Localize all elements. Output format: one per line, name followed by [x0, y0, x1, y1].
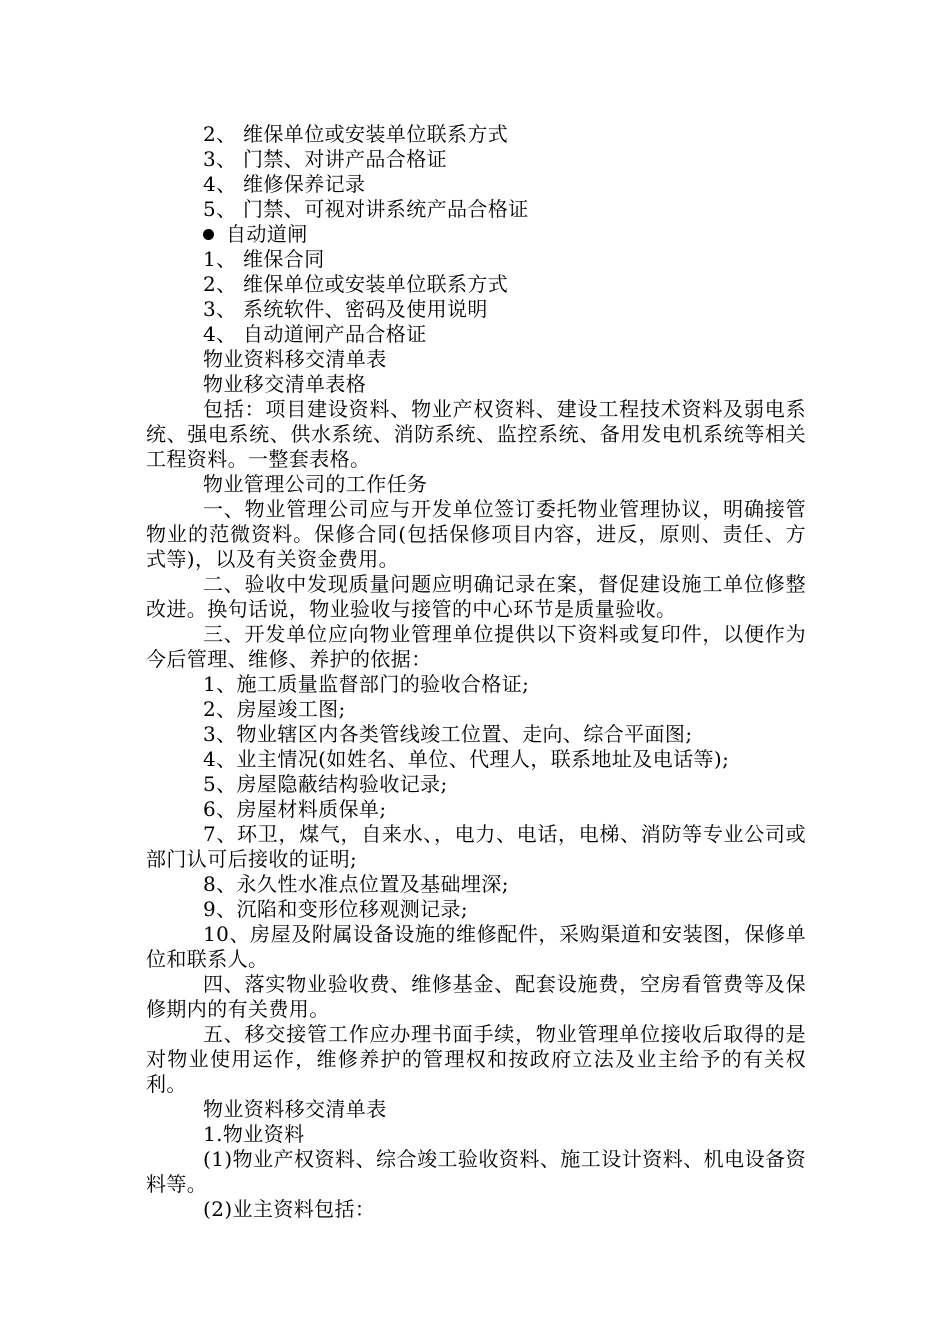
paragraph: (2)业主资料包括： — [203, 1197, 376, 1221]
list-text: 维保合同 — [243, 247, 325, 271]
numbered-item: 3、物业辖区内各类管线竣工位置、走向、综合平面图; — [203, 722, 693, 746]
list-number: 3、 — [203, 297, 237, 321]
list-item — [146, 197, 806, 222]
list-text: 维保单位或安装单位联系方式 — [243, 122, 509, 146]
list-text: 维修保养记录 — [243, 172, 366, 196]
numbered-item: 8、永久性水准点位置及基础埋深; — [203, 872, 509, 896]
section-heading: 物业资料移交清单表 — [203, 347, 387, 371]
list-item — [146, 247, 806, 272]
list-number: 5、 — [203, 197, 237, 221]
list-number: 2、 — [203, 122, 237, 146]
list-number: 2、 — [203, 272, 237, 296]
list-item — [146, 322, 806, 347]
paragraph: 包括：项目建设资料、物业产权资料、建设工程技术资料及弱电系统、强电系统、供水系统、消防系统、监控系统、备用发电机系统等相关工程资料。一整套表格。 — [146, 397, 806, 471]
document-page — [146, 122, 806, 1222]
list-item — [146, 297, 806, 322]
list-text: 门禁、对讲产品合格证 — [243, 147, 447, 171]
paragraph: (1)物业产权资料、综合竣工验收资料、施工设计资料、机电设备资料等。 — [146, 1147, 806, 1196]
list-number: 4、 — [203, 172, 237, 196]
bullet-heading — [146, 222, 806, 247]
bullet-dot-icon — [203, 229, 214, 240]
list-number: 4、 — [203, 322, 237, 346]
section-heading: 物业资料移交清单表 — [203, 1097, 387, 1121]
numbered-item: 4、业主情况(如姓名、单位、代理人，联系地址及电话等); — [203, 747, 730, 771]
paragraph: 一、物业管理公司应与开发单位签订委托物业管理协议，明确接管物业的范微资料。保修合同(包括保修项目内容，进反，原则、责任、方式等)，以及有关资金费用。 — [146, 497, 806, 571]
section-heading: 物业管理公司的工作任务 — [203, 472, 428, 496]
numbered-item: 5、房屋隐蔽结构验收记录; — [203, 772, 448, 796]
list-text: 系统软件、密码及使用说明 — [243, 297, 488, 321]
paragraph: 二、验收中发现质量问题应明确记录在案，督促建设施工单位修整改进。换句话说，物业验收与接管的中心环节是质量验收。 — [146, 572, 806, 621]
paragraph: 五、移交接管工作应办理书面手续，物业管理单位接收后取得的是对物业使用运作，维修养护的管理权和按政府立法及业主给予的有关权利。 — [146, 1022, 806, 1096]
section-heading: 物业移交清单表格 — [203, 372, 367, 396]
list-item — [146, 122, 806, 147]
numbered-item: 2、房屋竣工图; — [203, 697, 346, 721]
list-text: 自动道闸产品合格证 — [243, 322, 427, 346]
numbered-item: 10、房屋及附属设备设施的维修配件，采购渠道和安装图，保修单位和联系人。 — [146, 922, 806, 971]
list-number: 1、 — [203, 247, 237, 271]
list-item — [146, 172, 806, 197]
numbered-item: 7、环卫，煤气，自来水、，电力、电话，电梯、消防等专业公司或部门认可后接收的证明; — [146, 822, 806, 871]
numbered-item: 9、沉陷和变形位移观测记录; — [203, 897, 469, 921]
list-item — [146, 147, 806, 172]
numbered-item: 1、施工质量监督部门的验收合格证; — [203, 672, 530, 696]
bullet-heading-text: 自动道闸 — [226, 222, 308, 246]
list-number: 3、 — [203, 147, 237, 171]
list-item — [146, 272, 806, 297]
list-text: 维保单位或安装单位联系方式 — [243, 272, 509, 296]
paragraph: 四、落实物业验收费、维修基金、配套设施费，空房看管费等及保修期内的有关费用。 — [146, 972, 806, 1021]
paragraph: 三、开发单位应向物业管理单位提供以下资料或复印件，以便作为今后管理、维修、养护的依据： — [146, 622, 806, 671]
section-heading: 1.物业资料 — [203, 1122, 305, 1146]
numbered-item: 6、房屋材料质保单; — [203, 797, 387, 821]
list-text: 门禁、可视对讲系统产品合格证 — [243, 197, 529, 221]
